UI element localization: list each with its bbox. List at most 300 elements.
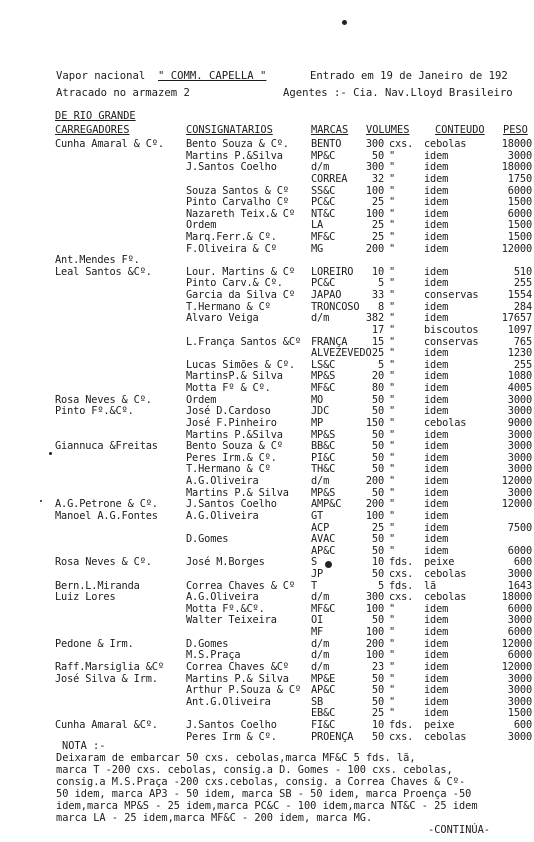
content-cell: idem xyxy=(424,172,449,185)
content-cell: idem xyxy=(424,463,449,476)
mark-cell: d/m xyxy=(311,591,330,604)
table-row xyxy=(0,463,534,475)
table-row xyxy=(0,289,534,301)
unit-cell: " xyxy=(389,242,396,255)
mark-cell: MG xyxy=(311,242,324,255)
mark-cell: MP xyxy=(311,416,324,429)
table-row xyxy=(0,452,534,464)
weight-cell: 12000 xyxy=(501,475,532,487)
content-cell: idem xyxy=(424,544,449,557)
unit-cell: " xyxy=(389,196,396,209)
unit-cell: " xyxy=(389,335,396,348)
consignee-cell: Bento Souza & Cº xyxy=(186,440,283,453)
mark-cell: JP xyxy=(311,567,324,580)
mark-cell: d/m xyxy=(311,161,330,174)
unit-cell: fds. xyxy=(389,579,414,592)
volume-cell: 50 xyxy=(371,149,384,162)
col-header-volumes: VOLUMES xyxy=(366,124,410,136)
vessel-label: Vapor nacional xyxy=(56,70,146,82)
weight-cell: 3000 xyxy=(507,393,532,406)
volume-cell: 50 xyxy=(371,544,384,557)
unit-cell: " xyxy=(389,393,396,406)
unit-cell: " xyxy=(389,475,396,487)
volume-cell: 200 xyxy=(365,498,384,511)
unit-cell: " xyxy=(389,684,396,697)
table-row xyxy=(0,580,534,592)
consignee-cell: Ordem xyxy=(186,393,217,406)
content-cell: idem xyxy=(424,475,449,487)
weight-cell: 3000 xyxy=(507,730,532,743)
weight-cell: 18000 xyxy=(501,138,532,150)
consignee-cell: Marq.Ferr.& Cº. xyxy=(186,231,277,243)
note-line: marca T -200 cxs. cebolas, consig.a D. Gomes - 100 cxs. cebolas, xyxy=(56,764,453,776)
volume-cell: 32 xyxy=(371,172,384,185)
unit-cell: " xyxy=(389,486,396,499)
consignee-cell: Martins P.& Silva xyxy=(186,486,289,499)
consignee-cell: Nazareth Teix.& Cº xyxy=(186,207,295,220)
unit-cell: " xyxy=(389,637,396,650)
mark-cell: AMP&C xyxy=(311,498,342,511)
volume-cell: 200 xyxy=(365,637,384,650)
unit-cell: " xyxy=(389,440,396,453)
shipper-cell: Rosa Neves & Cº. xyxy=(55,556,152,569)
consignee-cell: Arthur P.Souza & Cº xyxy=(186,684,301,697)
table-row xyxy=(0,684,534,696)
volume-cell: 5 xyxy=(377,579,384,592)
content-cell: biscoutos xyxy=(424,323,479,336)
table-row xyxy=(0,370,534,382)
table-row xyxy=(0,649,534,661)
unit-cell: " xyxy=(389,672,396,685)
volume-cell: 50 xyxy=(371,451,384,464)
mark-cell: AP&C xyxy=(311,544,336,557)
content-cell: idem xyxy=(424,277,449,290)
table-row xyxy=(0,510,534,522)
table-row xyxy=(0,429,534,441)
mark-cell: MF xyxy=(311,626,324,638)
table-row xyxy=(0,661,534,673)
content-cell: idem xyxy=(424,509,449,522)
note-line: 50 idem, marca AP3 - 50 idem, marca SB - 50 idem, marca Proença -50 xyxy=(56,788,472,800)
unit-cell: " xyxy=(389,231,396,243)
volume-cell: 50 xyxy=(371,393,384,406)
unit-cell: " xyxy=(389,451,396,464)
unit-cell: " xyxy=(389,660,396,673)
content-cell: conservas xyxy=(424,289,479,302)
table-row xyxy=(0,382,534,394)
docked-at: Atracado no armazem 2 xyxy=(56,87,190,99)
table-row xyxy=(0,591,534,603)
weight-cell: 12000 xyxy=(501,637,532,650)
unit-cell: " xyxy=(389,498,396,511)
weight-cell: 1554 xyxy=(507,289,532,302)
unit-cell: " xyxy=(389,207,396,220)
weight-cell: 12000 xyxy=(501,498,532,511)
table-row xyxy=(0,614,534,626)
volume-cell: 50 xyxy=(371,463,384,476)
mark-cell: FI&C xyxy=(311,719,336,731)
mark-cell: EB&C xyxy=(311,707,336,720)
consignee-cell: A.G.Oliveira xyxy=(186,509,259,522)
table-row xyxy=(0,336,534,348)
unit-cell: " xyxy=(389,265,396,278)
consignee-cell: Bento Souza & Cº. xyxy=(186,138,289,150)
content-cell: idem xyxy=(424,405,449,418)
unit-cell: " xyxy=(389,544,396,557)
unit-cell: cxs. xyxy=(389,138,414,150)
mark-cell: SB xyxy=(311,695,324,708)
consignee-cell: Motta Fº & Cº. xyxy=(186,382,271,394)
weight-cell: 3000 xyxy=(507,428,532,441)
table-row xyxy=(0,475,534,487)
mark-cell: CORREA xyxy=(311,172,348,185)
unit-cell: cxs. xyxy=(389,730,414,743)
volume-cell: 25 xyxy=(371,219,384,232)
vessel-name: " COMM. CAPELLA " xyxy=(158,70,267,82)
unit-cell: " xyxy=(389,707,396,720)
volume-cell: 300 xyxy=(365,591,384,604)
table-row xyxy=(0,487,534,499)
unit-cell: " xyxy=(389,533,396,546)
shipper-cell: Manoel A.G.Fontes xyxy=(55,509,158,522)
weight-cell: 1500 xyxy=(507,196,532,209)
shipper-cell: Pedone & Irm. xyxy=(55,637,134,650)
mark-cell: MP&C xyxy=(311,149,336,162)
table-row xyxy=(0,219,534,231)
mark-cell: MP&S xyxy=(311,486,336,499)
col-header-marks: MARCAS xyxy=(311,124,349,136)
table-row xyxy=(0,673,534,685)
consignee-cell: J.Santos Coelho xyxy=(186,498,277,511)
hole-punch-mark xyxy=(342,20,347,25)
weight-cell: 6000 xyxy=(507,207,532,220)
volume-cell: 50 xyxy=(371,428,384,441)
volume-cell: 200 xyxy=(365,475,384,487)
volume-cell: 100 xyxy=(365,207,384,220)
weight-cell: 6000 xyxy=(507,626,532,638)
table-row xyxy=(0,626,534,638)
consignee-cell: Walter Teixeira xyxy=(186,614,277,627)
unit-cell: " xyxy=(389,312,396,325)
volume-cell: 50 xyxy=(371,695,384,708)
mark-cell: JAPAO xyxy=(311,289,342,302)
unit-cell: fds. xyxy=(389,719,414,731)
content-cell: idem xyxy=(424,231,449,243)
consignee-cell: A.G.Oliveira xyxy=(186,591,259,604)
volume-cell: 25 xyxy=(371,231,384,243)
unit-cell: " xyxy=(389,509,396,522)
content-cell: cebolas xyxy=(424,591,467,604)
table-row xyxy=(0,533,534,545)
weight-cell: 4005 xyxy=(507,382,532,394)
consignee-cell: Martins P.&Silva xyxy=(186,149,283,162)
mark-cell: TH&C xyxy=(311,463,336,476)
consignee-cell: F.Oliveira & Cº xyxy=(186,242,277,255)
volume-cell: 10 xyxy=(371,265,384,278)
table-row xyxy=(0,266,534,278)
weight-cell: 18000 xyxy=(501,161,532,174)
table-row xyxy=(0,161,534,173)
content-cell: idem xyxy=(424,196,449,209)
table-row xyxy=(0,440,534,452)
consignee-cell: Pinto Carv.& Cº. xyxy=(186,277,283,290)
content-cell: idem xyxy=(424,300,449,313)
content-cell: cebolas xyxy=(424,416,467,429)
volume-cell: 25 xyxy=(371,196,384,209)
volume-cell: 80 xyxy=(371,382,384,394)
unit-cell: " xyxy=(389,695,396,708)
volume-cell: 15 xyxy=(371,335,384,348)
unit-cell: " xyxy=(389,172,396,185)
mark-cell: PC&C xyxy=(311,196,336,209)
unit-cell: " xyxy=(389,370,396,383)
table-row xyxy=(0,138,534,150)
consignee-cell: Motta Fº.&Cº. xyxy=(186,602,265,615)
unit-cell: " xyxy=(389,521,396,534)
shipper-cell: Giannuca &Freitas xyxy=(55,440,158,453)
content-cell: idem xyxy=(424,660,449,673)
volume-cell: 33 xyxy=(371,289,384,302)
weight-cell: 6000 xyxy=(507,649,532,662)
volume-cell: 50 xyxy=(371,614,384,627)
shipper-cell: A.G.Petrone & Cº. xyxy=(55,498,158,511)
content-cell: idem xyxy=(424,393,449,406)
table-row xyxy=(0,196,534,208)
mark-cell: BENTO xyxy=(311,138,342,150)
weight-cell: 17657 xyxy=(501,312,532,325)
volume-cell: 25 xyxy=(371,521,384,534)
volume-cell: 300 xyxy=(365,161,384,174)
weight-cell: 284 xyxy=(513,300,532,313)
weight-cell: 6000 xyxy=(507,544,532,557)
content-cell: idem xyxy=(424,242,449,255)
mark-cell: PI&C xyxy=(311,451,336,464)
table-row xyxy=(0,405,534,417)
table-row xyxy=(0,254,534,266)
note-line: Deixaram de embarcar 50 cxs. cebolas,marca MF&C 5 fds. lã, xyxy=(56,752,416,764)
volume-cell: 100 xyxy=(365,184,384,197)
content-cell: idem xyxy=(424,440,449,453)
volume-cell: 5 xyxy=(377,277,384,290)
weight-cell: 600 xyxy=(513,719,532,731)
mark-cell: PROENÇA xyxy=(311,730,354,743)
weight-cell: 1097 xyxy=(507,323,532,336)
unit-cell: " xyxy=(389,184,396,197)
content-cell: idem xyxy=(424,161,449,174)
weight-cell: 3000 xyxy=(507,614,532,627)
mark-cell: T xyxy=(311,579,318,592)
note-title: NOTA :- xyxy=(62,740,106,752)
mark-cell: MF&C xyxy=(311,382,336,394)
volume-cell: 50 xyxy=(371,440,384,453)
continues-marker: -CONTINÚA- xyxy=(428,824,490,836)
weight-cell: 18000 xyxy=(501,591,532,604)
volume-cell: 100 xyxy=(365,626,384,638)
content-cell: idem xyxy=(424,672,449,685)
unit-cell: " xyxy=(389,289,396,302)
weight-cell: 3000 xyxy=(507,567,532,580)
weight-cell: 3000 xyxy=(507,684,532,697)
table-row xyxy=(0,301,534,313)
consignee-cell: Souza Santos & Cº xyxy=(186,184,289,197)
consignee-cell: José F.Pinheiro xyxy=(186,416,277,429)
content-cell: cebolas xyxy=(424,138,467,150)
shipper-cell: José Silva & Irm. xyxy=(55,672,158,685)
table-row xyxy=(0,417,534,429)
unit-cell: " xyxy=(389,428,396,441)
weight-cell: 9000 xyxy=(507,416,532,429)
table-row xyxy=(0,568,534,580)
mark-cell: TRONCOSO xyxy=(311,300,360,313)
volume-cell: 100 xyxy=(365,509,384,522)
content-cell: idem xyxy=(424,626,449,638)
shipper-cell: Raff.Marsiglia &Cº xyxy=(55,660,164,673)
content-cell: idem xyxy=(424,370,449,383)
mark-cell: MF&C xyxy=(311,231,336,243)
volume-cell: 382 xyxy=(365,312,384,325)
mark-cell: PC&C xyxy=(311,277,336,290)
consignee-cell: Lour. Martins & Cº xyxy=(186,265,295,278)
unit-cell: fds. xyxy=(389,556,414,569)
table-row xyxy=(0,185,534,197)
volume-cell: 50 xyxy=(371,684,384,697)
table-row xyxy=(0,243,534,255)
weight-cell: 3000 xyxy=(507,451,532,464)
content-cell: idem xyxy=(424,684,449,697)
consignee-cell: M.S.Praça xyxy=(186,649,241,662)
consignee-cell: D.Gomes xyxy=(186,533,229,546)
unit-cell: " xyxy=(389,405,396,418)
weight-cell: 1230 xyxy=(507,347,532,360)
section-title: DE RIO GRANDE xyxy=(55,110,136,122)
table-row xyxy=(0,231,534,243)
unit-cell: " xyxy=(389,323,396,336)
unit-cell: " xyxy=(389,614,396,627)
content-cell: idem xyxy=(424,184,449,197)
unit-cell: " xyxy=(389,161,396,174)
consignee-cell: Lucas Simões & Cº. xyxy=(186,358,295,371)
unit-cell: cxs. xyxy=(389,567,414,580)
weight-cell: 765 xyxy=(513,335,532,348)
weight-cell: 3000 xyxy=(507,486,532,499)
content-cell: idem xyxy=(424,614,449,627)
volume-cell: 5 xyxy=(377,358,384,371)
table-row xyxy=(0,359,534,371)
weight-cell: 3000 xyxy=(507,405,532,418)
consignee-cell: MartinsP.& Silva xyxy=(186,370,283,383)
table-row xyxy=(0,707,534,719)
content-cell: idem xyxy=(424,265,449,278)
shipper-cell: Cunha Amaral &Cº. xyxy=(55,719,158,731)
unit-cell: " xyxy=(389,358,396,371)
unit-cell: " xyxy=(389,416,396,429)
table-row xyxy=(0,522,534,534)
unit-cell: " xyxy=(389,277,396,290)
shipper-cell: Pinto Fº.&Cº. xyxy=(55,405,134,418)
content-cell: idem xyxy=(424,637,449,650)
volume-cell: 50 xyxy=(371,405,384,418)
volume-cell: 10 xyxy=(371,556,384,569)
table-row xyxy=(0,324,534,336)
consignee-cell: Peres Irm & Cº. xyxy=(186,730,277,743)
table-row xyxy=(0,394,534,406)
weight-cell: 3000 xyxy=(507,672,532,685)
mark-cell: BB&C xyxy=(311,440,336,453)
consignee-cell: A.G.Oliveira xyxy=(186,475,259,487)
volume-cell: 100 xyxy=(365,649,384,662)
consignee-cell: Martins P.& Silva xyxy=(186,672,289,685)
content-cell: idem xyxy=(424,533,449,546)
unit-cell: " xyxy=(389,626,396,638)
weight-cell: 12000 xyxy=(501,660,532,673)
consignee-cell: Ordem xyxy=(186,219,217,232)
volume-cell: 200 xyxy=(365,242,384,255)
weight-cell: 7500 xyxy=(507,521,532,534)
volume-cell: 50 xyxy=(371,672,384,685)
table-row xyxy=(0,277,534,289)
table-row xyxy=(0,696,534,708)
consignee-cell: Alvaro Veiga xyxy=(186,312,259,325)
mark-cell: FRANÇA xyxy=(311,335,348,348)
volume-cell: 25 xyxy=(371,707,384,720)
weight-cell: 510 xyxy=(513,265,532,278)
consignee-cell: Correa Chaves &Cº xyxy=(186,660,289,673)
mark-cell: S xyxy=(311,556,318,569)
weight-cell: 1500 xyxy=(507,219,532,232)
weight-cell: 3000 xyxy=(507,149,532,162)
table-row xyxy=(0,208,534,220)
volume-cell: 50 xyxy=(371,486,384,499)
content-cell: idem xyxy=(424,486,449,499)
mark-cell: MP&S xyxy=(311,428,336,441)
volume-cell: 25 xyxy=(371,347,384,360)
content-cell: peixe xyxy=(424,556,455,569)
unit-cell: " xyxy=(389,382,396,394)
weight-cell: 1500 xyxy=(507,707,532,720)
col-header-consignees: CONSIGNATARIOS xyxy=(186,124,273,136)
consignee-cell: Martins P.&Silva xyxy=(186,428,283,441)
consignee-cell: José M.Borges xyxy=(186,556,265,569)
mark-cell: d/m xyxy=(311,637,330,650)
shipper-cell: Rosa Neves & Cº. xyxy=(55,393,152,406)
table-row xyxy=(0,150,534,162)
unit-cell: " xyxy=(389,602,396,615)
mark-cell: MO xyxy=(311,393,324,406)
content-cell: cebolas xyxy=(424,730,467,743)
content-cell: idem xyxy=(424,219,449,232)
col-header-weight: PESO xyxy=(503,124,528,136)
consignee-cell: T.Hermano & Cº xyxy=(186,463,271,476)
mark-cell: d/m xyxy=(311,475,330,487)
unit-cell: " xyxy=(389,149,396,162)
consignee-cell: Correa Chaves & Cº xyxy=(186,579,295,592)
mark-cell: MP&E xyxy=(311,672,336,685)
content-cell: idem xyxy=(424,707,449,720)
table-row xyxy=(0,312,534,324)
weight-cell: 1750 xyxy=(507,172,532,185)
content-cell: idem xyxy=(424,602,449,615)
mark-cell: d/m xyxy=(311,649,330,662)
table-row xyxy=(0,173,534,185)
weight-cell: 6000 xyxy=(507,184,532,197)
content-cell: peixe xyxy=(424,719,455,731)
col-header-contents: CONTEUDO xyxy=(435,124,485,136)
volume-cell: 50 xyxy=(371,533,384,546)
consignee-cell: L.França Santos &Cº xyxy=(186,335,301,348)
table-row xyxy=(0,545,534,557)
weight-cell: 3000 xyxy=(507,463,532,476)
content-cell: conservas xyxy=(424,335,479,348)
